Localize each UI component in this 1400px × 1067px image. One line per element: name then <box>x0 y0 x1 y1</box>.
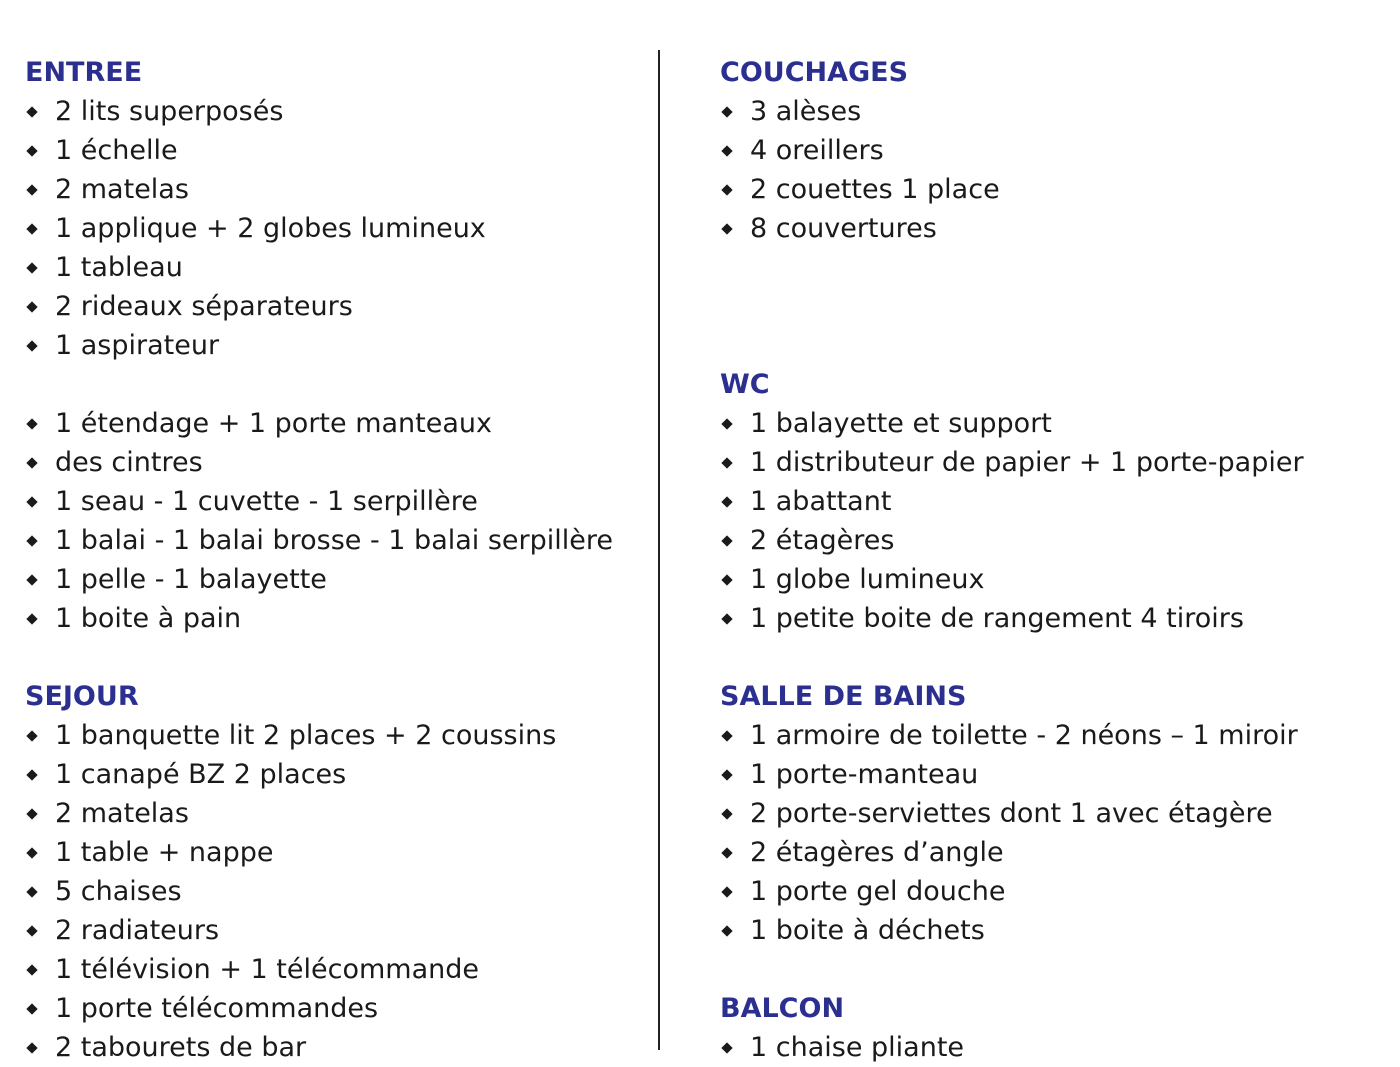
list-item <box>25 989 556 1028</box>
item-text: 2 rideaux séparateurs <box>55 291 353 322</box>
item-text: 2 matelas <box>55 798 189 829</box>
bullet-icon <box>26 925 37 936</box>
item-text: 1 globe lumineux <box>750 564 985 595</box>
item-text: 1 chaise pliante <box>750 1032 965 1063</box>
item-text: 2 couettes 1 place <box>750 174 1000 205</box>
bullet-icon <box>26 964 37 975</box>
section-heading: SALLE DE BAINS <box>720 681 967 712</box>
bullet-icon <box>721 457 732 468</box>
item-text: 2 tabourets de bar <box>55 1032 307 1063</box>
list-item <box>25 716 556 755</box>
list-item <box>720 131 1000 170</box>
list-item <box>720 404 1304 443</box>
item-text: 1 distributeur de papier + 1 porte-papier <box>750 447 1304 478</box>
list-item <box>720 716 1298 755</box>
bullet-icon <box>721 808 732 819</box>
section-heading: ENTREE <box>25 57 143 88</box>
bullet-icon <box>26 808 37 819</box>
bullet-icon <box>721 418 732 429</box>
list-item <box>720 482 1304 521</box>
bullet-icon <box>721 535 732 546</box>
bullet-icon <box>26 769 37 780</box>
bullet-icon <box>721 496 732 507</box>
section-salle-de-bains <box>720 677 1298 950</box>
item-text: 1 banquette lit 2 places + 2 coussins <box>55 720 557 751</box>
item-text: 1 tableau <box>55 252 183 283</box>
bullet-icon <box>26 1042 37 1053</box>
bullet-icon <box>26 730 37 741</box>
item-text: 2 porte-serviettes dont 1 avec étagère <box>750 798 1273 829</box>
bullet-icon <box>721 730 732 741</box>
list-item <box>25 521 613 560</box>
item-text: 1 armoire de toilette - 2 néons – 1 miroir <box>750 720 1298 751</box>
item-text: des cintres <box>55 447 203 478</box>
item-text: 5 chaises <box>55 876 182 907</box>
item-text: 1 seau - 1 cuvette - 1 serpillère <box>55 486 478 517</box>
list-item <box>25 248 613 287</box>
item-text: 2 étagères <box>750 525 895 556</box>
bullet-icon <box>721 223 732 234</box>
bullet-icon <box>26 223 37 234</box>
bullet-icon <box>721 184 732 195</box>
list-item <box>25 599 613 638</box>
list-item <box>720 755 1298 794</box>
list-item <box>25 443 613 482</box>
list-item <box>720 599 1304 638</box>
bullet-icon <box>26 301 37 312</box>
list-item <box>25 755 556 794</box>
list-item <box>720 794 1298 833</box>
item-text: 1 petite boite de rangement 4 tiroirs <box>750 603 1244 634</box>
item-text: 1 pelle - 1 balayette <box>55 564 327 595</box>
list-item <box>720 92 1000 131</box>
bullet-icon <box>26 847 37 858</box>
item-text: 1 applique + 2 globes lumineux <box>55 213 486 244</box>
item-text: 8 couvertures <box>750 213 937 244</box>
list-item <box>25 482 613 521</box>
item-text: 1 échelle <box>55 135 178 166</box>
bullet-icon <box>26 418 37 429</box>
list-item <box>720 1028 964 1067</box>
list-item <box>25 560 613 599</box>
item-text: 1 télévision + 1 télécommande <box>55 954 479 985</box>
list-item <box>720 521 1304 560</box>
bullet-icon <box>721 769 732 780</box>
item-text: 1 étendage + 1 porte manteaux <box>55 408 492 439</box>
bullet-icon <box>721 574 732 585</box>
bullet-icon <box>721 145 732 156</box>
section-heading: COUCHAGES <box>720 57 909 88</box>
item-text: 1 porte télécommandes <box>55 993 379 1024</box>
spacer <box>25 365 613 404</box>
bullet-icon <box>26 262 37 273</box>
list-item <box>720 872 1298 911</box>
section-entree <box>25 53 613 638</box>
item-text: 1 boite à déchets <box>750 915 985 946</box>
list-item <box>25 92 613 131</box>
section-sejour <box>25 677 556 1067</box>
item-text: 4 oreillers <box>750 135 884 166</box>
bullet-icon <box>26 613 37 624</box>
item-text: 2 radiateurs <box>55 915 220 946</box>
list-item <box>25 794 556 833</box>
list-item <box>720 911 1298 950</box>
item-text: 1 porte-manteau <box>750 759 979 790</box>
list-item <box>720 443 1304 482</box>
bullet-icon <box>26 457 37 468</box>
section-heading: WC <box>720 369 770 400</box>
section-heading: SEJOUR <box>25 681 139 712</box>
item-text: 2 étagères d’angle <box>750 837 1004 868</box>
item-text: 2 lits superposés <box>55 96 284 127</box>
list-item <box>25 1028 556 1067</box>
bullet-icon <box>26 184 37 195</box>
bullet-icon <box>26 886 37 897</box>
list-item <box>25 911 556 950</box>
bullet-icon <box>721 613 732 624</box>
list-item <box>25 209 613 248</box>
item-text: 1 aspirateur <box>55 330 220 361</box>
list-item <box>25 131 613 170</box>
section-heading: BALCON <box>720 993 845 1024</box>
bullet-icon <box>721 925 732 936</box>
bullet-icon <box>26 340 37 351</box>
item-text: 3 alèses <box>750 96 862 127</box>
list-item <box>720 833 1298 872</box>
list-item <box>720 170 1000 209</box>
item-text: 1 boite à pain <box>55 603 242 634</box>
bullet-icon <box>26 106 37 117</box>
list-item <box>25 404 613 443</box>
column-divider <box>658 50 660 1050</box>
bullet-icon <box>721 847 732 858</box>
item-text: 2 matelas <box>55 174 189 205</box>
bullet-icon <box>26 1003 37 1014</box>
list-item <box>720 209 1000 248</box>
list-item <box>25 872 556 911</box>
bullet-icon <box>26 535 37 546</box>
list-item <box>25 326 613 365</box>
section-balcon <box>720 989 964 1067</box>
bullet-icon <box>721 886 732 897</box>
bullet-icon <box>721 106 732 117</box>
section-couchages <box>720 53 1000 248</box>
section-wc <box>720 365 1304 638</box>
item-text: 1 balayette et support <box>750 408 1052 439</box>
list-item <box>25 833 556 872</box>
bullet-icon <box>26 496 37 507</box>
item-text: 1 porte gel douche <box>750 876 1006 907</box>
list-item <box>25 287 613 326</box>
list-item <box>720 560 1304 599</box>
bullet-icon <box>26 145 37 156</box>
item-text: 1 abattant <box>750 486 892 517</box>
list-item <box>25 170 613 209</box>
item-text: 1 canapé BZ 2 places <box>55 759 347 790</box>
list-item <box>25 950 556 989</box>
item-text: 1 balai - 1 balai brosse - 1 balai serpillère <box>55 525 614 556</box>
bullet-icon <box>26 574 37 585</box>
item-text: 1 table + nappe <box>55 837 274 868</box>
bullet-icon <box>721 1042 732 1053</box>
